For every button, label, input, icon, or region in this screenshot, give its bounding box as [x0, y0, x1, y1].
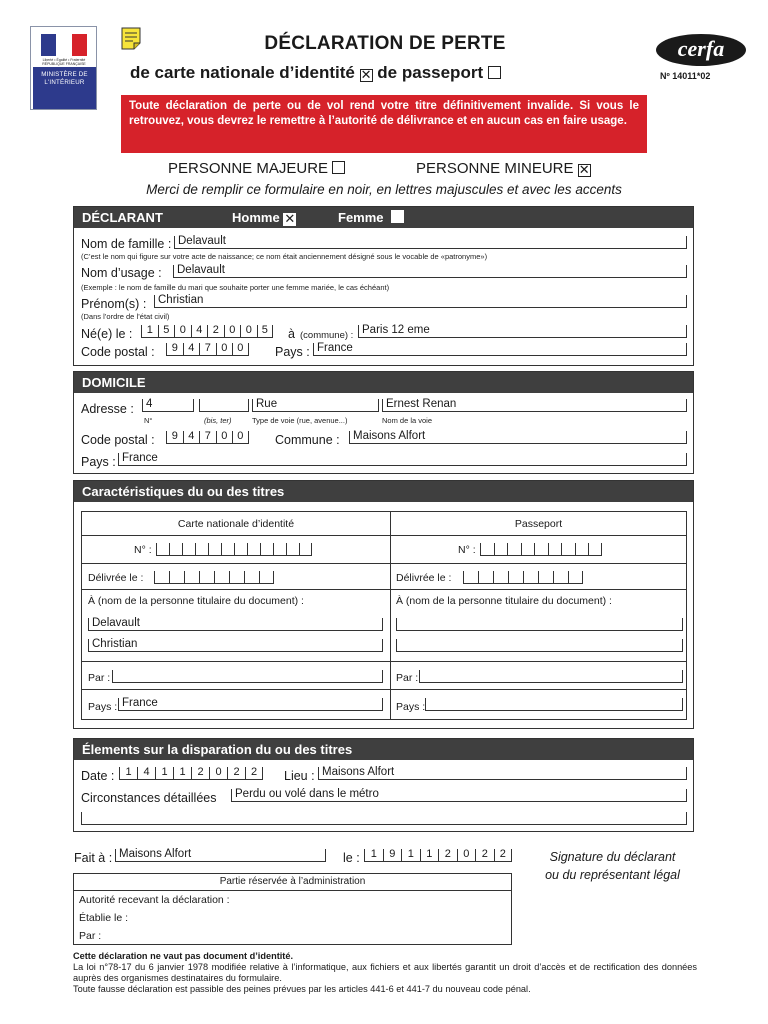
cni-par-label: Par : — [88, 672, 111, 684]
pass-delivree-label: Délivrée le : — [396, 572, 452, 584]
digit-cell[interactable]: 4 — [183, 431, 200, 444]
pass-par-cell — [391, 662, 687, 690]
digit-cell[interactable] — [169, 543, 182, 556]
fait-a-label: Fait à : — [74, 851, 113, 865]
digit-cell[interactable]: 0 — [457, 849, 476, 862]
digit-cell[interactable] — [463, 571, 478, 584]
digit-cell[interactable] — [221, 543, 234, 556]
digit-cell[interactable]: 9 — [383, 849, 402, 862]
date-disparition-input[interactable] — [119, 767, 263, 780]
digit-cell[interactable] — [561, 543, 575, 556]
digit-cell[interactable] — [169, 571, 184, 584]
date-label: Date : — [81, 769, 115, 783]
digit-cell[interactable] — [199, 571, 214, 584]
numero-input[interactable]: 4 — [142, 399, 194, 412]
disparition-header: Élements sur la disparation du ou des titres — [74, 739, 693, 760]
personne-mineure-label: PERSONNE MINEURE — [416, 160, 574, 177]
ministry-logo — [30, 26, 97, 110]
digit-cell[interactable]: 2 — [191, 767, 209, 780]
digit-cell[interactable] — [588, 543, 602, 556]
domicile-section — [73, 371, 694, 474]
digit-cell[interactable] — [244, 571, 259, 584]
commune-input[interactable]: Maisons Alfort — [349, 431, 687, 444]
cni-nom1-input[interactable]: Delavault — [88, 618, 383, 631]
pass-par-label: Par : — [396, 672, 419, 684]
numero-caption: N° — [144, 416, 153, 425]
digit-cell[interactable]: 2 — [494, 849, 513, 862]
etablie-label: Établie le : — [79, 912, 129, 924]
homme-option — [232, 207, 296, 228]
digit-cell[interactable]: 9 — [166, 343, 183, 356]
nom-famille-label: Nom de famille : — [81, 237, 172, 251]
bis-ter-input[interactable] — [199, 399, 249, 412]
autorite-label: Autorité recevant la déclaration : — [79, 894, 230, 906]
nom-famille-input[interactable]: Delavault — [174, 236, 687, 249]
cerfa-number: Nº 14011*02 — [660, 71, 711, 81]
nom-usage-input[interactable]: Delavault — [173, 265, 687, 278]
digit-cell[interactable] — [508, 571, 523, 584]
digit-cell[interactable] — [575, 543, 589, 556]
pass-par-input[interactable] — [419, 670, 683, 683]
digit-cell[interactable] — [534, 543, 548, 556]
form-subtitle — [130, 63, 640, 83]
pass-nom2-input[interactable] — [396, 639, 683, 652]
digit-cell[interactable] — [259, 571, 274, 584]
circonstances-input[interactable]: Perdu ou volé dans le métro — [231, 789, 687, 802]
digit-cell[interactable] — [553, 571, 568, 584]
footer-bold: Cette déclaration ne vaut pas document d’identité. — [73, 951, 294, 961]
declarant-title: DÉCLARANT — [82, 210, 163, 225]
digit-cell[interactable]: 0 — [216, 431, 233, 444]
digit-cell[interactable]: 2 — [207, 325, 224, 338]
pass-nom-cell — [391, 590, 687, 662]
digit-cell[interactable] — [286, 543, 299, 556]
declarant-section — [73, 206, 694, 366]
commune-label: Commune : — [275, 433, 340, 447]
nom-voie-caption: Nom de la voie — [382, 416, 433, 425]
digit-cell[interactable] — [478, 571, 493, 584]
domicile-code-postal-input[interactable] — [166, 431, 249, 444]
personne-majeure-label: PERSONNE MAJEURE — [168, 160, 329, 177]
footer-line2: La loi n°78-17 du 6 janvier 1978 modifiée relative à l’informatique, aux fichiers et aux libertés garantit un droit d’accès et de rectification des données auprès des organismes destinataires du formulaire. — [73, 962, 697, 983]
digit-cell[interactable] — [234, 543, 247, 556]
cni-pays-input[interactable]: France — [118, 698, 383, 711]
digit-cell[interactable] — [156, 543, 169, 556]
lieu-label: Lieu : — [284, 769, 315, 783]
domicile-code-postal-label: Code postal : — [81, 433, 155, 447]
lieu-naissance-input[interactable]: Paris 12 eme — [358, 325, 687, 338]
personne-majeure-option — [168, 160, 345, 177]
cni-pays-label: Pays : — [88, 701, 118, 713]
digit-cell[interactable]: 1 — [364, 849, 383, 862]
cni-a-nom-label: À (nom de la personne titulaire du document) : — [88, 595, 304, 607]
digit-cell[interactable]: 4 — [183, 343, 200, 356]
fait-a-input[interactable]: Maisons Alfort — [115, 849, 326, 862]
digit-cell[interactable]: 2 — [227, 767, 245, 780]
digit-cell[interactable] — [507, 543, 521, 556]
femme-checkbox[interactable] — [391, 210, 404, 223]
digit-cell[interactable] — [521, 543, 535, 556]
signature-block — [530, 848, 695, 884]
digit-cell[interactable]: 1 — [155, 767, 173, 780]
cni-no-label: N° : — [134, 544, 152, 556]
digit-cell[interactable] — [480, 543, 494, 556]
passport-label: de passeport — [377, 63, 484, 82]
admin-par-label: Par : — [79, 930, 102, 942]
circonstances-input-line2[interactable] — [81, 812, 687, 825]
admin-box — [73, 873, 512, 945]
col-passeport-header: Passeport — [391, 512, 687, 536]
homme-label: Homme — [232, 210, 280, 225]
instructions: Merci de remplir ce formulaire en noir, en lettres majuscules et avec les accents — [146, 182, 622, 197]
digit-cell[interactable] — [568, 571, 583, 584]
digit-cell[interactable]: 0 — [240, 325, 257, 338]
pass-numero-input[interactable] — [480, 543, 602, 556]
prenoms-label: Prénom(s) : — [81, 297, 147, 311]
homme-checkbox[interactable]: ✕ — [284, 211, 296, 226]
cni-pays-cell — [82, 690, 391, 720]
digit-cell[interactable]: 7 — [199, 343, 216, 356]
digit-cell[interactable] — [154, 571, 169, 584]
digit-cell[interactable] — [523, 571, 538, 584]
titres-table — [81, 511, 687, 720]
cni-delivree-label: Délivrée le : — [88, 572, 144, 584]
signature-line2: ou du représentant légal — [545, 868, 680, 882]
personne-mineure-option — [416, 160, 591, 177]
nom-usage-note: (Exemple : le nom de famille du mari que souhaite porter une femme mariée, le cas échéant) — [81, 283, 390, 292]
admin-header: Partie réservée à l’administration — [74, 874, 511, 891]
femme-option — [338, 207, 404, 228]
republic-text: Liberté • Égalité • Fraternité RÉPUBLIQUE FRANÇAISE — [42, 58, 86, 66]
note-icon[interactable] — [121, 27, 141, 50]
cni-nom-cell — [82, 590, 391, 662]
signature-line1: Signature du déclarant — [549, 850, 676, 864]
pass-pays-input[interactable] — [425, 698, 683, 711]
form-title: DÉCLARATION DE PERTE — [264, 33, 506, 54]
digit-cell[interactable]: 5 — [158, 325, 175, 338]
footer-legal — [73, 951, 697, 995]
digit-cell[interactable]: 0 — [232, 431, 249, 444]
commune-naissance-small: (commune) : — [300, 330, 354, 341]
domicile-header: DOMICILE — [74, 372, 693, 393]
birth-date-input[interactable] — [141, 325, 273, 338]
cerfa-logo: cerfa — [656, 34, 746, 66]
warning-banner: Toute déclaration de perte ou de vol rend votre titre définitivement invalide. Si vous le retrouvez, vous devrez le remettre à l’autorité de délivrance et en aucun cas en faire usage. — [121, 95, 647, 153]
digit-cell[interactable] — [184, 571, 199, 584]
digit-cell[interactable]: 4 — [191, 325, 208, 338]
digit-cell[interactable]: 7 — [199, 431, 216, 444]
cni-checkbox[interactable]: ✕ — [360, 67, 372, 82]
titres-header: Caractéristiques du ou des titres — [74, 481, 693, 502]
cni-nom2-input[interactable]: Christian — [88, 639, 383, 652]
prenoms-input[interactable]: Christian — [154, 295, 687, 308]
type-voie-input[interactable]: Rue — [252, 399, 379, 412]
code-postal-input[interactable] — [166, 343, 249, 356]
digit-cell[interactable]: 0 — [224, 325, 241, 338]
cni-par-input[interactable] — [112, 670, 383, 683]
lieu-input[interactable]: Maisons Alfort — [318, 767, 687, 780]
digit-cell[interactable] — [195, 543, 208, 556]
pass-pays-label: Pays : — [396, 701, 426, 713]
pays-label: Pays : — [275, 345, 310, 359]
digit-cell[interactable]: 1 — [420, 849, 439, 862]
nom-usage-label: Nom d’usage : — [81, 266, 162, 280]
le-label: le : — [343, 851, 360, 865]
circonstances-label: Circonstances détaillées — [81, 791, 217, 805]
digit-cell[interactable]: 0 — [209, 767, 227, 780]
cni-delivree-input[interactable] — [154, 571, 274, 584]
pass-pays-cell — [391, 690, 687, 720]
digit-cell[interactable]: 9 — [166, 431, 183, 444]
digit-cell[interactable] — [548, 543, 562, 556]
passport-checkbox[interactable] — [488, 66, 501, 79]
prenoms-note: (Dans l’ordre de l’état civil) — [81, 312, 170, 321]
signature-date-input[interactable] — [364, 849, 512, 862]
cni-numero-cell — [82, 536, 391, 564]
cni-label: de carte nationale d’identité — [130, 63, 355, 82]
cni-par-cell — [82, 662, 391, 690]
domicile-pays-input[interactable]: France — [118, 453, 687, 466]
digit-cell[interactable] — [247, 543, 260, 556]
digit-cell[interactable]: 0 — [232, 343, 249, 356]
declarant-header — [74, 207, 693, 228]
ne-le-label: Né(e) le : — [81, 327, 133, 341]
pass-delivree-input[interactable] — [463, 571, 583, 584]
pays-input[interactable]: France — [313, 343, 687, 356]
footer-line3: Toute fausse déclaration est passible des peines prévues par les articles 441-6 et 441-7 du nouveau code pénal. — [73, 984, 531, 994]
digit-cell[interactable] — [493, 571, 508, 584]
digit-cell[interactable]: 0 — [216, 343, 233, 356]
disparition-section — [73, 738, 694, 832]
digit-cell[interactable] — [494, 543, 508, 556]
digit-cell[interactable]: 0 — [174, 325, 191, 338]
code-postal-label: Code postal : — [81, 345, 155, 359]
digit-cell[interactable] — [208, 543, 221, 556]
pass-delivree-cell — [391, 564, 687, 590]
cni-delivree-cell — [82, 564, 391, 590]
nom-voie-input[interactable]: Ernest Renan — [382, 399, 687, 412]
col-cni-header: Carte nationale d’identité — [82, 512, 391, 536]
personne-majeure-checkbox[interactable] — [332, 161, 345, 174]
cni-numero-input[interactable] — [156, 543, 312, 556]
digit-cell[interactable]: 1 — [401, 849, 420, 862]
type-voie-caption: Type de voie (rue, avenue...) — [252, 416, 348, 425]
digit-cell[interactable]: 2 — [438, 849, 457, 862]
digit-cell[interactable]: 1 — [173, 767, 191, 780]
digit-cell[interactable]: 1 — [141, 325, 158, 338]
personne-mineure-checkbox[interactable]: ✕ — [578, 162, 590, 177]
digit-cell[interactable]: 2 — [245, 767, 263, 780]
titres-section — [73, 480, 694, 729]
pass-numero-cell — [391, 536, 687, 564]
adresse-label: Adresse : — [81, 402, 134, 416]
femme-label: Femme — [338, 210, 384, 225]
french-flag-icon — [41, 34, 87, 56]
digit-cell[interactable] — [299, 543, 312, 556]
digit-cell[interactable] — [273, 543, 286, 556]
pass-no-label: N° : — [458, 544, 476, 556]
digit-cell[interactable] — [538, 571, 553, 584]
digit-cell[interactable] — [229, 571, 244, 584]
digit-cell[interactable] — [260, 543, 273, 556]
digit-cell[interactable] — [182, 543, 195, 556]
a-label: à — [288, 327, 295, 341]
digit-cell[interactable]: 5 — [257, 325, 274, 338]
domicile-pays-label: Pays : — [81, 455, 116, 469]
digit-cell[interactable]: 2 — [475, 849, 494, 862]
bis-caption: (bis, ter) — [204, 416, 232, 425]
digit-cell[interactable]: 1 — [119, 767, 137, 780]
digit-cell[interactable]: 4 — [137, 767, 155, 780]
pass-nom1-input[interactable] — [396, 618, 683, 631]
pass-a-nom-label: À (nom de la personne titulaire du document) : — [396, 595, 612, 607]
nom-famille-note: (C’est le nom qui figure sur votre acte de naissance; ce nom était anciennement désigné sous le vocable de «patronyme») — [81, 252, 488, 261]
digit-cell[interactable] — [214, 571, 229, 584]
ministry-name: MINISTÈRE DE L'INTÉRIEUR — [33, 67, 96, 109]
